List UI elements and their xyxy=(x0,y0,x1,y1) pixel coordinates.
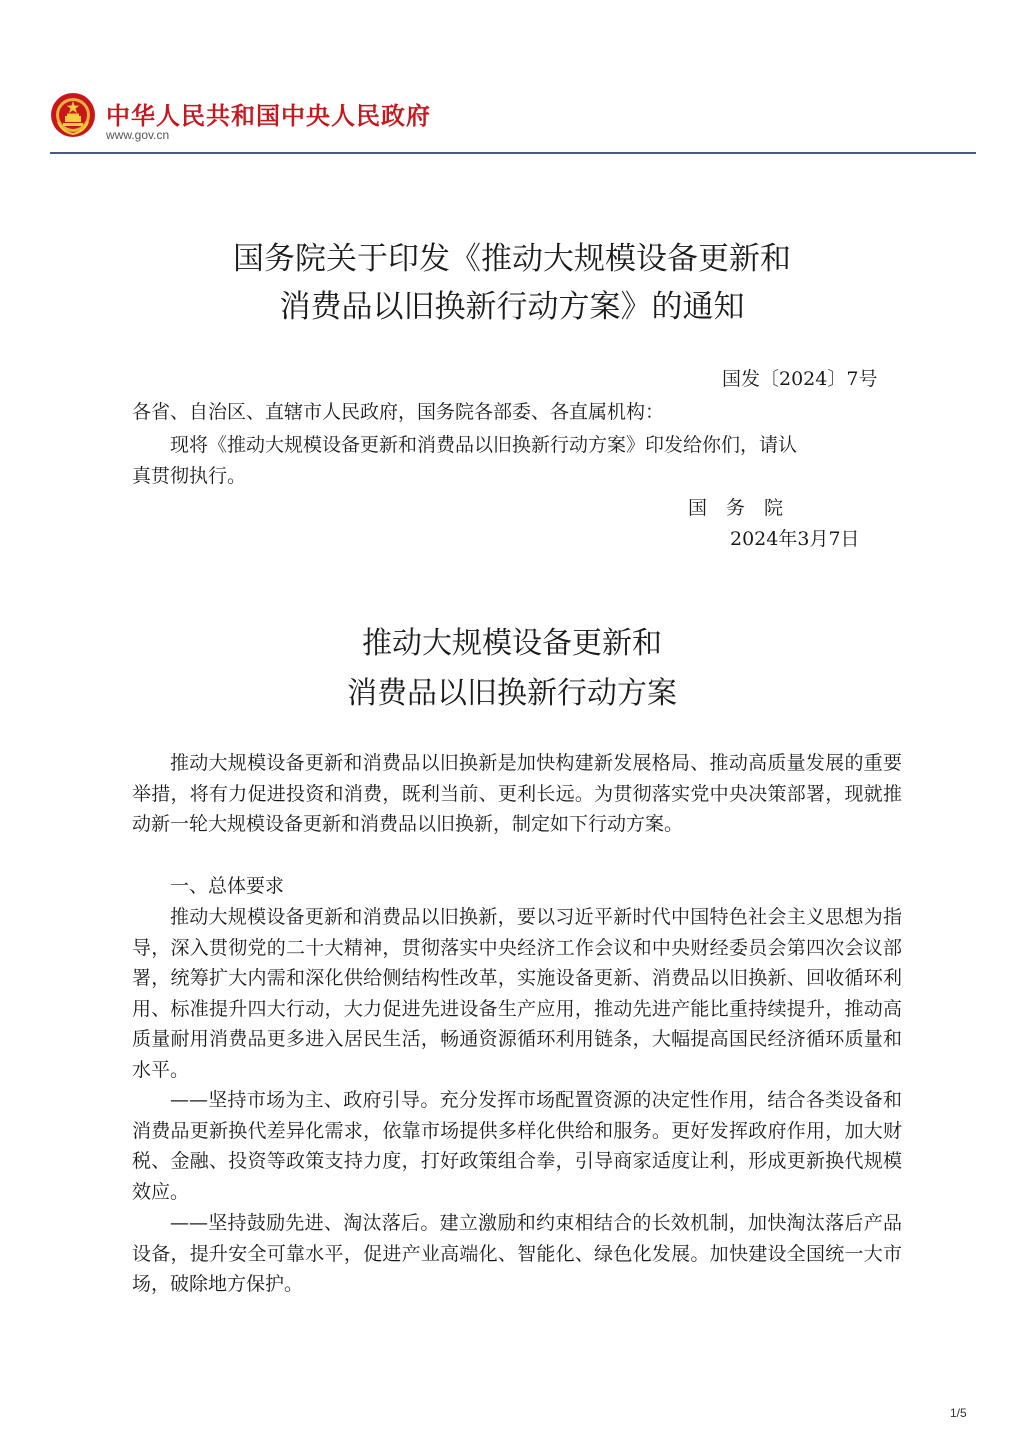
addressees: 各省、自治区、直辖市人民政府，国务院各部委、各直属机构： xyxy=(132,401,665,423)
page-indicator: 1/5 xyxy=(950,1406,967,1420)
header-divider xyxy=(50,152,976,154)
section-heading-general-requirements: 一、总体要求 xyxy=(170,875,285,897)
site-header xyxy=(50,88,978,154)
site-url[interactable]: www.gov.cn xyxy=(106,128,170,142)
plan-title-line2: 消费品以旧换新行动方案 xyxy=(347,676,677,711)
notice-body-line2: 真贯彻执行。 xyxy=(132,465,247,487)
issue-date: 2024年3月7日 xyxy=(730,528,860,550)
section1-paragraph: 推动大规模设备更新和消费品以旧换新，要以习近平新时代中国特色社会主义思想为指导，深入贯彻党的二十大精神，贯彻落实中央经济工作会议和中央财经委员会第四次会议部署，统筹扩大内需和深化供给侧结构性改革，实施设备更新、消费品以旧换新、回收循环利用、标准提升四大行动，大力促进先进设备生产应用，推动先进产能比重持续提升，推动高质量耐用消费品更多进入居民生活，畅通资源循环利用链条，大幅提高国民经济循环质量和水平。 xyxy=(132,906,902,1081)
plan-intro-paragraph: 推动大规模设备更新和消费品以旧换新是加快构建新发展格局、推动高质量发展的重要举措，将有力促进投资和消费，既利当前、更利长远。为贯彻落实党中央决策部署，现就推动新一轮大规模设备更新和消费品以旧换新，制定如下行动方案。 xyxy=(132,752,902,836)
issuer: 国 务 院 xyxy=(688,497,784,519)
notice-body-line1: 现将《推动大规模设备更新和消费品以旧换新行动方案》印发给你们，请认 xyxy=(170,434,798,456)
doc-number: 国发〔2024〕7号 xyxy=(722,368,878,390)
notice-title-line2: 消费品以旧换新行动方案》的通知 xyxy=(279,289,745,325)
principle-market-led-paragraph: ——坚持市场为主、政府引导。充分发挥市场配置资源的决定性作用，结合各类设备和消费品更新换代差异化需求，依靠市场提供多样化供给和服务。更好发挥政府作用，加大财税、金融、投资等政策支持力度，打好政策组合拳，引导商家适度让利，形成更新换代规模效应。 xyxy=(132,1089,902,1203)
notice-title-line1: 国务院关于印发《推动大规模设备更新和 xyxy=(233,241,791,277)
national-emblem-icon xyxy=(50,92,96,138)
plan-title-line1: 推动大规模设备更新和 xyxy=(362,626,662,661)
site-name: 中华人民共和国中央人民政府 xyxy=(106,102,431,130)
principle-encourage-advanced-paragraph: ——坚持鼓励先进、淘汰落后。建立激励和约束相结合的长效机制，加快淘汰落后产品设备，提升安全可靠水平，促进产业高端化、智能化、绿色化发展。加快建设全国统一大市场，破除地方保护。 xyxy=(132,1212,902,1296)
